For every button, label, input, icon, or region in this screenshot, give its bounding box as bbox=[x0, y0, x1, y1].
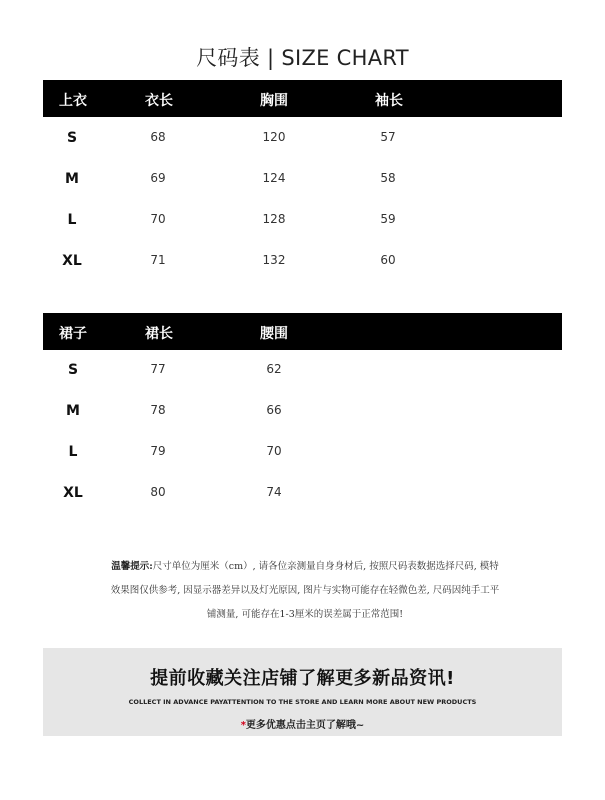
note-line-1: 温馨提示:尺寸单位为厘米（cm）, 请各位亲测量自身身材后, 按照尺码表数据选择尺码, 模特 bbox=[111, 561, 499, 572]
value-cell: 62 bbox=[266, 362, 282, 376]
note-line-3: 铺测量, 可能存在1-3厘米的误差属于正常范围! bbox=[206, 609, 404, 620]
page-title: 尺码表 | SIZE CHART bbox=[196, 46, 409, 70]
header-sleeve: 袖长 bbox=[375, 93, 403, 109]
value-cell: 80 bbox=[150, 485, 166, 499]
table-row bbox=[43, 130, 562, 150]
header-waist: 腰围 bbox=[260, 326, 288, 342]
size-cell: M bbox=[65, 171, 79, 187]
header-skirt: 裙子 bbox=[59, 326, 87, 342]
header-top: 上衣 bbox=[59, 93, 87, 109]
table-row bbox=[43, 171, 562, 191]
value-cell: 77 bbox=[150, 362, 166, 376]
banner-english: COLLECT IN ADVANCE PAYATTENTION TO THE STORE AND LEARN MORE ABOUT NEW PRODUCTS bbox=[128, 698, 477, 706]
size-cell: L bbox=[67, 212, 77, 228]
size-cell: XL bbox=[62, 253, 82, 269]
value-cell: 120 bbox=[262, 130, 286, 144]
value-cell: 68 bbox=[150, 130, 166, 144]
value-cell: 78 bbox=[150, 403, 166, 417]
size-cell: XL bbox=[63, 485, 83, 501]
store-banner bbox=[43, 648, 562, 736]
value-cell: 58 bbox=[380, 171, 396, 185]
value-cell: 70 bbox=[150, 212, 166, 226]
header-chest: 胸围 bbox=[260, 93, 288, 109]
table-row bbox=[43, 253, 562, 273]
banner-headline: 提前收藏关注店铺了解更多新品资讯! bbox=[150, 668, 455, 689]
value-cell: 57 bbox=[380, 130, 396, 144]
value-cell: 128 bbox=[262, 212, 286, 226]
value-cell: 66 bbox=[266, 403, 282, 417]
table-row bbox=[43, 444, 562, 464]
value-cell: 60 bbox=[380, 253, 396, 267]
note-line-2: 效果图仅供参考, 因显示器差异以及灯光原因, 图片与实物可能存在轻微色差, 尺码因纯手工平 bbox=[110, 585, 500, 596]
value-cell: 69 bbox=[150, 171, 166, 185]
value-cell: 70 bbox=[266, 444, 282, 458]
size-cell: M bbox=[66, 403, 80, 419]
skirt-table-header bbox=[43, 313, 562, 350]
table-row bbox=[43, 362, 562, 382]
value-cell: 79 bbox=[150, 444, 166, 458]
size-cell: S bbox=[67, 362, 79, 378]
size-note bbox=[90, 555, 520, 627]
header-skirt-length: 裙长 bbox=[145, 326, 173, 342]
value-cell: 124 bbox=[262, 171, 286, 185]
banner-star: * bbox=[240, 720, 246, 731]
value-cell: 71 bbox=[150, 253, 166, 267]
note-label: 温馨提示: bbox=[111, 561, 153, 572]
value-cell: 132 bbox=[262, 253, 286, 267]
header-length: 衣长 bbox=[145, 93, 173, 109]
table-row bbox=[43, 403, 562, 423]
size-cell: S bbox=[66, 130, 78, 146]
table-row bbox=[43, 485, 562, 505]
top-table-header bbox=[43, 80, 562, 117]
value-cell: 59 bbox=[380, 212, 396, 226]
size-cell: L bbox=[68, 444, 78, 460]
table-row bbox=[43, 212, 562, 232]
value-cell: 74 bbox=[266, 485, 282, 499]
banner-subline: *更多优惠点击主页了解哦~ bbox=[240, 720, 365, 731]
